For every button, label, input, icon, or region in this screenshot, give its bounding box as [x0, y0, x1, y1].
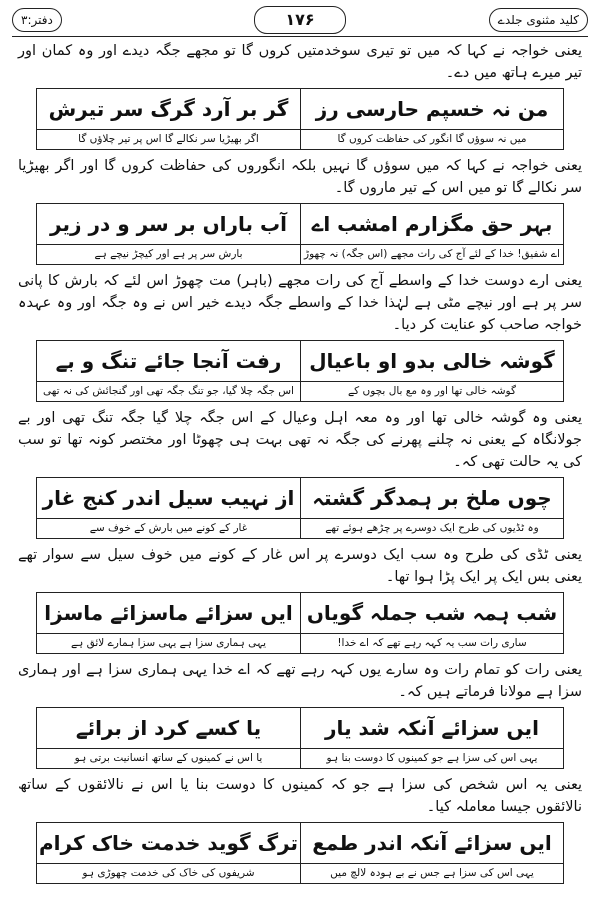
gloss-first: وہ ٹڈیوں کی طرح ایک دوسرے پر چڑھے ہوئے تھے [300, 519, 563, 538]
commentary-paragraph: یعنی ارے دوست خدا کے واسطے آج کی رات مجھے (باہر) مت چھوڑ اس لئے کہ بارش کا پانی سر پر ہے اور نیچے مٹی ہے لہٰذا خدا کے واسطے جگہ دیدے خیر اس نے وہ جگہ اور وہ عہدہ خواجہ صاحب کو عنایت کر دیا۔ [18, 273, 582, 333]
gloss-second: غار کے کونے میں بارش کے خوف سے [89, 522, 248, 534]
hemistich-first: ایں سزائے آنکہ اندر طمع [300, 823, 563, 864]
commentary-paragraph: یعنی یہ اس شخص کی سزا ہے جو کہ کمینوں کا دوست بنا یا اس نے نالائقوں کے ساتھ نالائقوں جیسا معاملہ کیا۔ [18, 777, 582, 815]
hemistich-second: ترگ گوید خدمت خاک کرام [37, 823, 300, 864]
page-content [12, 40, 588, 889]
commentary-paragraph: یعنی خواجہ نے کہا کہ میں تو تیری سوخدمتیں کروں گا تو مجھے جگہ دیدے اور وہ کمان اور تیر میرے ہاتھ میں دے۔ [18, 43, 582, 81]
gloss-first: ساری رات سب یہ کہہ رہے تھے کہ اے خدا! [300, 634, 563, 653]
hemistich-second: یا کسے کرد از برائے [37, 708, 300, 749]
hemistich-first: ایں سزائے آنکہ شد یار [300, 708, 563, 749]
verse-box [36, 340, 564, 402]
commentary-paragraph: یعنی رات کو تمام رات وہ سارے یوں کہہ رہے تھے کہ اے خدا یہی ہماری سزا ہے اور ہماری سزا ہے مولانا فرماتے ہیں کہ۔ [18, 662, 582, 700]
hemistich-second: ایں سزائے ماسزائے ماسزا [37, 593, 300, 634]
gloss-second: یا اس نے کمینوں کے ساتھ انسانیت برتی ہو [74, 752, 263, 764]
gloss-second: اس جگہ چلا گیا، جو تنگ جگہ تھی اور گنجائش کی نہ تھی [43, 385, 294, 397]
hemistich-second: از نہیب سیل اندر کنج غار [37, 478, 300, 519]
hemistich-first: چوں ملخ بر ہمدگر گشتہ [300, 478, 563, 519]
verse-box [36, 707, 564, 769]
gloss-second: بارش سر پر ہے اور کیچڑ نیچے ہے [94, 248, 243, 260]
volume-label: دفتر:۳ [12, 8, 62, 32]
verse-box [36, 477, 564, 539]
commentary-paragraph: یعنی خواجہ نے کہا کہ میں سوؤں گا نہیں بلکہ انگوروں کی حفاظت کروں گا اور اگر بھیڑیا سر نکالے گا تو میں اس کے تیر ماروں گا۔ [18, 158, 582, 196]
hemistich-first: من نہ خسپم حارسی رز [300, 89, 563, 130]
hemistich-first: شب ہمہ شب جملہ گویاں [300, 593, 563, 634]
gloss-first: یہی اس کی سزا ہے جس نے بے ہودہ لالچ میں [300, 864, 563, 883]
page-number: ۱۷۶ [254, 6, 346, 34]
hemistich-first: گوشہ خالی بدو او باعیال [300, 341, 563, 382]
gloss-first: گوشہ خالی تھا اور وہ مع بال بچوں کے [300, 382, 563, 401]
verse-box [36, 203, 564, 265]
hemistich-second: آب باراں بر سر و در زیر [37, 204, 300, 245]
commentary-paragraph: یعنی ٹڈی کی طرح وہ سب ایک دوسرے پر اس غار کے کونے میں خوف سیل سے سوار تھے یعنی بس ایک پر ایک پڑا ہوا تھا۔ [18, 547, 582, 585]
verse-box [36, 592, 564, 654]
page-header [12, 6, 588, 36]
gloss-second: اگر بھیڑیا سر نکالے گا اس پر تیر چلاؤں گا [78, 133, 259, 145]
gloss-first: اے شفیق! خدا کے لئے آج کی رات مجھے (اس جگہ) نہ چھوڑ [300, 245, 563, 264]
header-rule [12, 36, 588, 37]
gloss-second: شریفوں کی خاک کی خدمت چھوڑی ہو [82, 867, 255, 879]
hemistich-second: رفت آنجا جائے تنگ و بے [37, 341, 300, 382]
book-title: کلید مثنوی جلدے [489, 8, 588, 32]
hemistich-first: بہر حق مگزارم امشب اے [300, 204, 563, 245]
verse-box [36, 822, 564, 884]
gloss-first: یہی اس کی سزا ہے جو کمینوں کا دوست بنا ہو [300, 749, 563, 768]
hemistich-second: گر بر آرد گرگ سر تیرش [37, 89, 300, 130]
verse-box [36, 88, 564, 150]
gloss-second: یہی ہماری سزا ہے یہی سزا ہمارے لائق ہے [70, 637, 266, 649]
commentary-paragraph: یعنی وہ گوشہ خالی تھا اور وہ معہ اہل وعیال کے اس جگہ چلا گیا جگہ تنگ تھی اور بے جولانگاہ کے یعنی نہ چلنے پھرنے کی جگہ نہ تھی بہت ہی چھوٹا اور مختصر کونہ تھا تو سب کی یہ حالت تھی کہ۔ [18, 410, 582, 470]
gloss-first: میں نہ سوؤں گا انگور کی حفاظت کروں گا [300, 130, 563, 149]
